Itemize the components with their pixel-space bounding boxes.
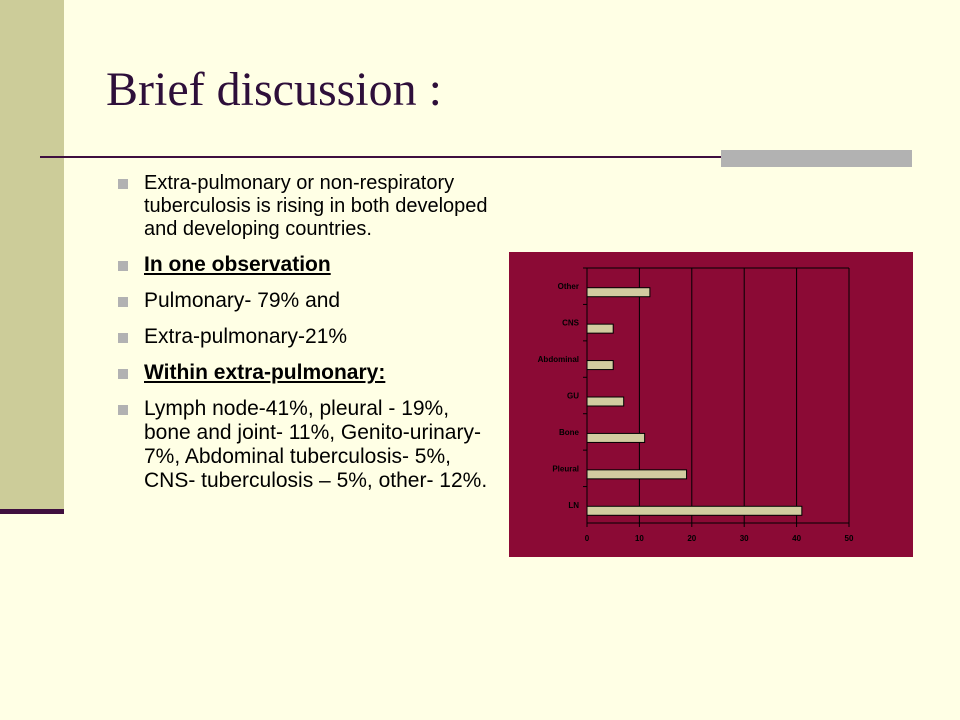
bullet-item <box>118 325 488 349</box>
bullet-item <box>118 172 488 241</box>
bullet-text: Extra-pulmonary or non-respiratory tuberculosis is rising in both developed and developing countries. <box>144 172 488 240</box>
bar-bone <box>587 433 645 442</box>
bar-gu <box>587 397 624 406</box>
bar-ln <box>587 506 802 515</box>
bullet-square-icon <box>118 261 128 271</box>
bullet-square-icon <box>118 333 128 343</box>
bullet-text: Extra-pulmonary-21% <box>144 325 348 348</box>
x-tick-label: 40 <box>792 534 802 543</box>
bar-other <box>587 288 650 297</box>
y-category-label: GU <box>567 391 579 401</box>
bullet-square-icon <box>118 369 128 379</box>
y-category-label: Pleural <box>552 464 579 474</box>
x-tick-label: 10 <box>634 534 644 543</box>
x-tick-label: 30 <box>739 534 749 543</box>
title-divider-accent <box>721 150 912 167</box>
bullet-text: In one observation <box>144 253 331 276</box>
bullet-text: Pulmonary- 79% and <box>144 289 341 312</box>
y-category-label: Abdominal <box>537 355 579 365</box>
bullet-item <box>118 253 488 277</box>
bar-chart <box>509 252 913 557</box>
x-tick-label: 0 <box>584 534 590 543</box>
bullet-text: Lymph node-41%, pleural - 19%, bone and joint- 11%, Genito-urinary- 7%, Abdominal tuberculosis- 5%, CNS- tuberculosis – 5%, other- 12%. <box>144 397 488 492</box>
bar-cns <box>587 324 613 333</box>
left-accent-bar-edge <box>0 509 64 514</box>
bullet-item <box>118 397 488 493</box>
y-category-label: CNS <box>562 318 579 328</box>
bullet-text: Within extra-pulmonary: <box>144 361 386 384</box>
x-tick-label: 20 <box>687 534 697 543</box>
y-category-label: LN <box>568 500 579 510</box>
bullet-item <box>118 361 488 385</box>
bullet-square-icon <box>118 179 128 189</box>
left-accent-bar <box>0 0 64 510</box>
bar-abdominal <box>587 361 613 370</box>
y-category-label: Other <box>557 282 579 292</box>
bullet-square-icon <box>118 297 128 307</box>
bullet-item <box>118 289 488 313</box>
slide-title: Brief discussion : <box>106 63 442 116</box>
bullet-list <box>118 172 488 505</box>
bar-pleural <box>587 470 687 479</box>
x-tick-label: 50 <box>844 534 854 543</box>
chart-container <box>509 252 913 557</box>
bullet-square-icon <box>118 405 128 415</box>
y-category-label: Bone <box>559 427 579 437</box>
